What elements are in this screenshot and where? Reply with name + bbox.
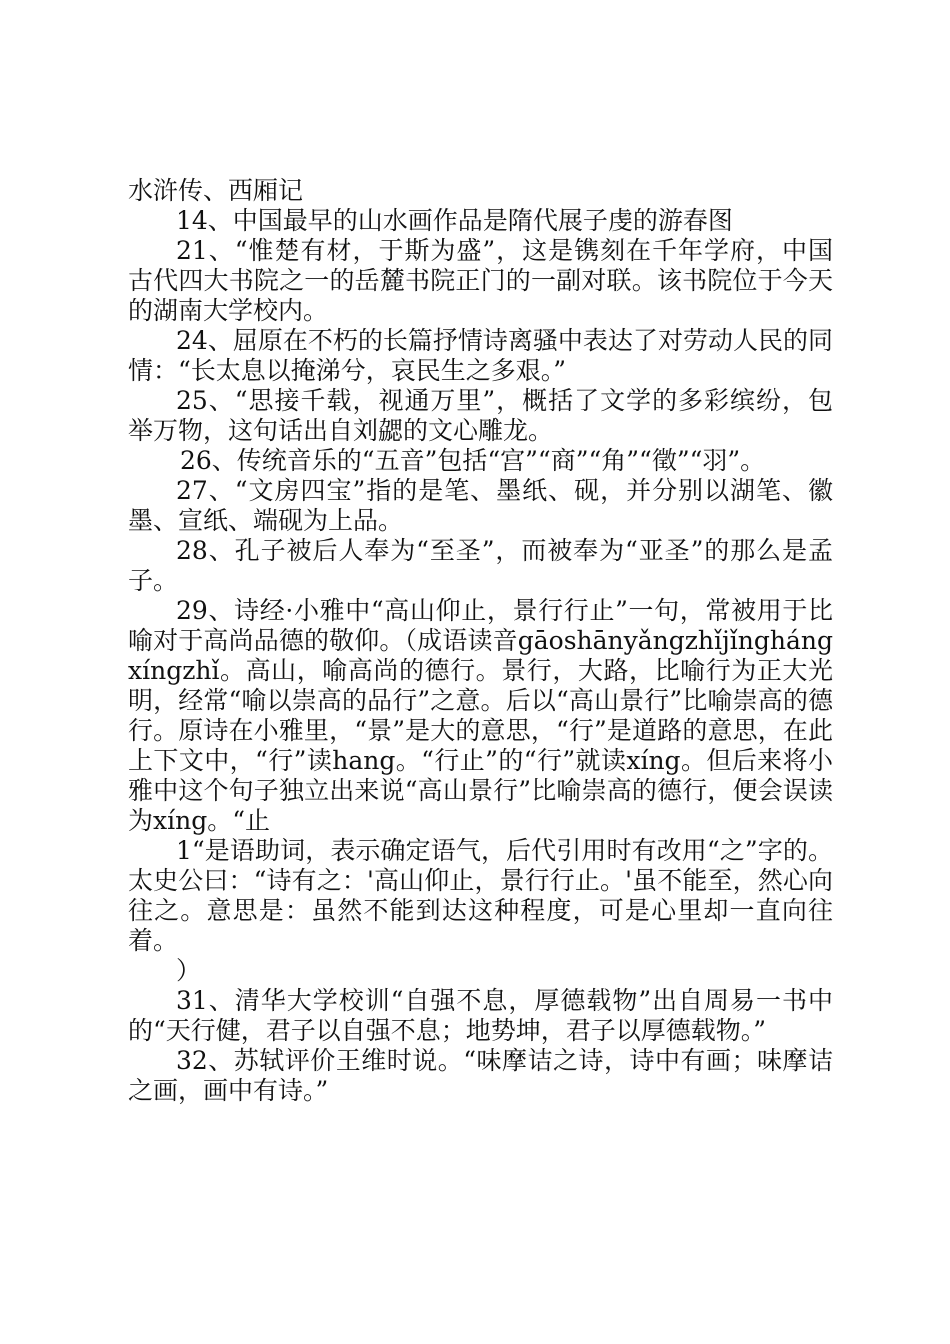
paragraph-item-28: 28、孔子被后人奉为“至圣”，而被奉为“亚圣”的那么是孟子。 [128, 536, 833, 595]
paragraph-item-31: 31、清华大学校训“自强不息，厚德载物”出自周易一书中的“天行健，君子以自强不息；地势坤，君子以厚德载物。” [128, 986, 833, 1045]
paragraph-item-27: 27、“文房四宝”指的是笔、墨纸、砚，并分别以湖笔、徽墨、宣纸、端砚为上品。 [128, 476, 833, 535]
document-body [128, 176, 833, 1106]
paragraph-note-continuation: 1“是语助词，表示确定语气，后代引用时有改用“之”字的。太史公曰：“诗有之：'高山仰止，景行行止。'虽不能至，然心向往之。意思是：虽然不能到达这种程度，可是心里却一直向往着。 [128, 836, 833, 955]
paragraph-continuation: 水浒传、西厢记 [128, 176, 304, 205]
paragraph-closing-parenthesis: ） [176, 956, 202, 985]
paragraph-item-29: 29、诗经·小雅中“高山仰止，景行行止”一句，常被用于比喻对于高尚品德的敬仰。（成语读音gāoshānyǎngzhǐjǐnghángxíngzhǐ。高山，喻高尚的德行。景行，大路，比喻行为正大光明，经常“喻以崇高的品行”之意。后以“高山景行”比喻崇高的德行。原诗在小雅里，“景”是大的意思，“行”是道路的意思，在此上下文中，“行”读hang。“行止”的“行”就读xíng。但后来将小雅中这个句子独立出来说“高山景行”比喻崇高的德行，便会误读为xíng。“止 [128, 596, 833, 835]
paragraph-item-26: 26、传统音乐的“五音”包括“宫”“商”“角”“徵”“羽”。 [180, 446, 766, 475]
paragraph-item-24: 24、屈原在不朽的长篇抒情诗离骚中表达了对劳动人民的同情：“长太息以掩涕兮，哀民生之多艰。” [128, 326, 833, 385]
paragraph-item-32: 32、苏轼评价王维时说。“味摩诘之诗，诗中有画；味摩诘之画，画中有诗。” [128, 1046, 833, 1105]
paragraph-item-14: 14、中国最早的山水画作品是隋代展子虔的游春图 [176, 206, 733, 235]
paragraph-item-21: 21、“惟楚有材，于斯为盛”，这是镌刻在千年学府，中国古代四大书院之一的岳麓书院正门的一副对联。该书院位于今天的湖南大学校内。 [128, 236, 833, 325]
paragraph-item-25: 25、“思接千载，视通万里”，概括了文学的多彩缤纷，包举万物，这句话出自刘勰的文心雕龙。 [128, 386, 833, 445]
